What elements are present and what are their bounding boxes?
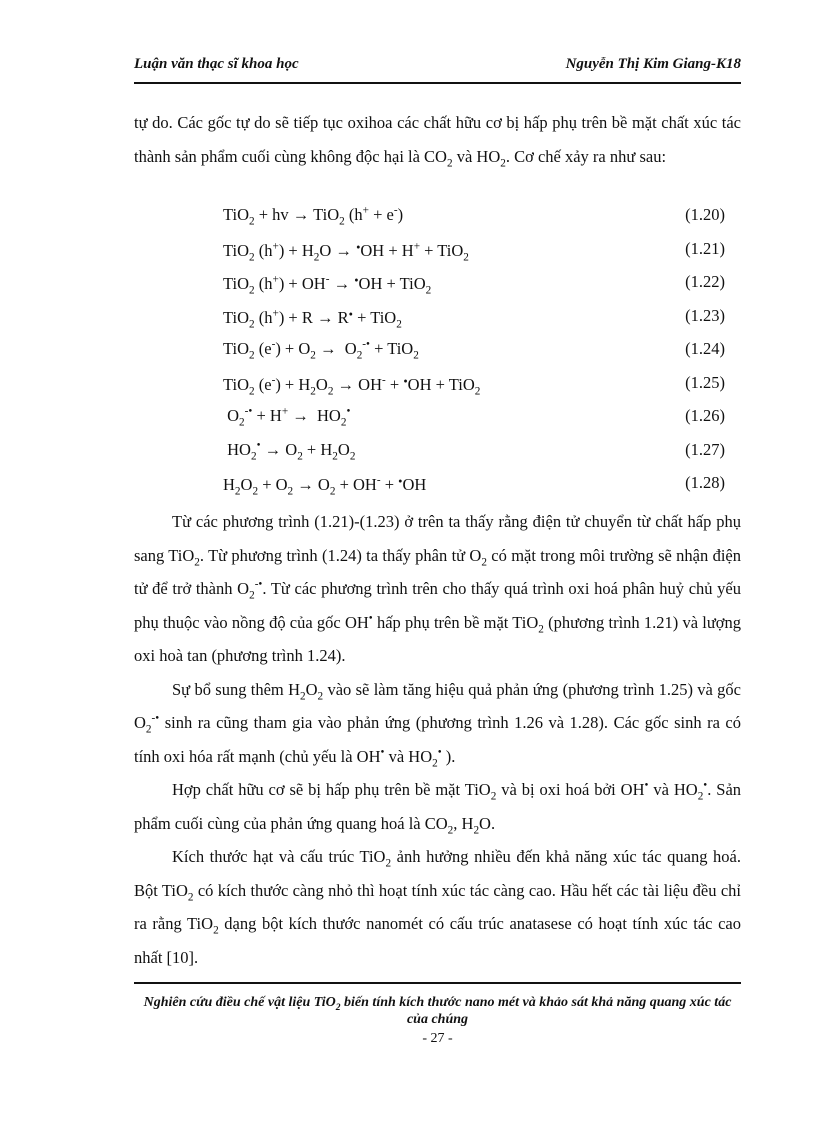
para4-text-2: ảnh hưởng nhiều đến khả năng xúc tác quang hoá. Bột TiO <box>134 847 741 900</box>
header-thesis-type: Luận văn thạc sĩ khoa học <box>134 56 299 72</box>
para3-text-3: và HO <box>648 780 698 799</box>
paragraph: Từ các phương trình (1.21)-(1.23) ở trên ta thấy rằng điện tử chuyển từ chất hấp phụ sang TiO$_2$. Từ phương trình (1.24) ta thấy phân tử $O_2$ có mặt trong môi trường sẽ nhận điện tử để trở thành $O_2^{-•}$. Từ các phương trình trên cho thấy quá trình oxi hoá phân huỷ chủ yếu phụ thuộc vào nồng độ của gốc OH• hấp phụ trên bề mặt TiO$_2$ (phương trình 1.21) và lượng oxi hoà tan (phương trình 1.24). <box>134 512 741 665</box>
intro-text-3: . Cơ chế xảy ra như sau: <box>505 146 667 166</box>
page-header <box>134 56 741 78</box>
para2-text-6: ). <box>441 746 456 766</box>
equation-row <box>223 466 725 500</box>
para3-text-1: Hợp chất hữu cơ sẽ bị hấp phụ trên bề mặt TiO <box>172 780 491 799</box>
footer-subscript: 2 <box>335 1002 341 1013</box>
equation-row <box>223 366 725 400</box>
equation-row <box>223 299 725 333</box>
equation-formula: $H_2O_2 + O_2 \to O_2 + OH^- + ^•OH$ <box>223 474 427 498</box>
para1-text-1: Từ các phương trình (1.21)-(1.23) ở trên ta thấy rằng điện tử chuyển từ chất hấp phụ sang TiO <box>134 512 741 565</box>
intro-text-2: và HO <box>452 146 501 166</box>
para4-text-4: dạng bột kích thước nanomét có cấu trúc anatasese có hoạt tính xúc tác cao nhất [10]. <box>134 914 741 967</box>
equation-formula: TiO$_2$ $(h^+) + H_2O \to ^•OH + H^+ + TiO_2$ <box>223 240 469 264</box>
equation-formula: $HO_2^• \to O_2 + H_2O_2$ <box>223 439 356 462</box>
para1-text-5: hấp phụ trên bề mặt TiO <box>372 612 539 632</box>
header-rule <box>134 82 741 84</box>
equation-row <box>223 265 725 299</box>
para4-text-1: Kích thước hạt và cấu trúc TiO <box>172 847 386 866</box>
intro-text-1: tự do. Các gốc tự do sẽ tiếp tục oxihoa các chất hữu cơ bị hấp phụ trên bề mặt chất xúc tác thành sản phẩm cuối cùng không độc hại là CO <box>134 113 741 166</box>
equation-formula: TiO$_2$ + hv → TiO$_2$ (h+ + e-) <box>223 204 404 228</box>
equation-number: (1.24) <box>685 339 725 358</box>
equation-list <box>223 198 725 500</box>
equation-row <box>223 232 725 266</box>
footer-title-2: biến tính kích thước nano mét và khảo sát khả năng quang xúc tác của chúng <box>340 995 732 1027</box>
header-author: Nguyễn Thị Kim Giang-K18 <box>565 56 741 72</box>
equation-number: (1.20) <box>685 205 725 224</box>
equation-number: (1.21) <box>685 238 725 258</box>
para2-text-5: và HO <box>384 746 433 766</box>
para2-text-2: O <box>305 679 318 699</box>
discussion-paragraphs <box>134 505 741 974</box>
page-number: - 27 - <box>422 1031 453 1046</box>
equation-row <box>223 399 725 433</box>
equation-number: (1.25) <box>685 372 725 392</box>
equation-formula: TiO$_2$ (h+) + R → R• + TiO$_2$ <box>223 307 402 331</box>
equation-number: (1.28) <box>685 473 725 492</box>
equation-number: (1.27) <box>685 439 725 459</box>
para3-text-2: và bị oxi hoá bởi OH <box>496 780 645 799</box>
para2-text-4: sinh ra cũng tham gia vào phản ứng (phương trình 1.26 và 1.28). Các gốc sinh ra có tính oxi hóa rất mạnh (chủ yếu là OH <box>134 713 741 766</box>
para3-text-5: , H <box>453 813 474 833</box>
equation-row <box>223 433 725 467</box>
paragraph: Kích thước hạt và cấu trúc TiO$_2$ ảnh hưởng nhiều đến khả năng xúc tác quang hoá. Bột TiO$_2$ có kích thước càng nhỏ thì hoạt tính xúc tác càng cao. Hầu hết các tài liệu đều chỉ ra rằng TiO$_2$ dạng bột kích thước nanomét có cấu trúc anatasese có hoạt tính xúc tác cao nhất [10]. <box>134 847 741 967</box>
para3-text-6: O. <box>479 813 496 833</box>
equation-formula: TiO$_2$ $(e^-) + O_2 \to O_2^{-•} + TiO_2$ <box>223 338 419 362</box>
equation-number: (1.22) <box>685 272 725 291</box>
para3-text-4: . Sản phẩm cuối cùng của phản ứng quang hoá là CO <box>134 780 742 833</box>
para1-text-4: . Từ các phương trình trên cho thấy quá trình oxi hoá phân huỷ chủ yếu phụ thuộc vào nồng độ của gốc OH <box>134 579 741 632</box>
para2-text-1: Sự bổ sung thêm H <box>172 679 301 699</box>
intro-paragraph: tự do. Các gốc tự do sẽ tiếp tục oxihoa các chất hữu cơ bị hấp phụ trên bề mặt chất xúc tác thành sản phẩm cuối cùng không độc hại là $CO_2$ và $HO_2$. Cơ chế xảy ra như sau: <box>134 113 741 169</box>
para1-text-2: . Từ phương trình (1.24) ta thấy phân tử O <box>199 545 482 565</box>
page-footer <box>134 994 741 1028</box>
paragraph: Sự bổ sung thêm $H_2O_2$ vào sẽ làm tăng hiệu quả phản ứng (phương trình 1.25) và gốc $O_2^{-•}$ sinh ra cũng tham gia vào phản ứng (phương trình 1.26 và 1.28). Các gốc sinh ra có tính oxi hóa rất mạnh (chủ yếu là OH• và $HO_2^•$ ). <box>134 679 741 769</box>
para4-text-3: có kích thước càng nhỏ thì hoạt tính xúc tác càng cao. Hầu hết các tài liệu đều chỉ ra rằng TiO <box>134 880 741 933</box>
para1-text-3: có mặt trong môi trường sẽ nhận điện tử để trở thành O <box>134 545 741 598</box>
equation-row <box>223 198 725 232</box>
paragraph: Hợp chất hữu cơ sẽ bị hấp phụ trên bề mặt TiO$_2$ và bị oxi hoá bởi OH• và $HO_2^•$. Sản phẩm cuối cùng của phản ứng quang hoá là $CO_2$, $H_2O$. <box>134 779 742 836</box>
equation-row <box>223 332 725 366</box>
equation-formula: $O_2^{-•} + H^+ \to HO_2^•$ <box>223 405 351 429</box>
equation-number: (1.23) <box>685 305 725 325</box>
footer-title-1: Nghiên cứu điều chế vật liệu TiO <box>143 995 336 1010</box>
para1-text-6: (phương trình 1.21) và lượng oxi hoà tan (phương trình 1.24). <box>134 612 741 665</box>
para2-text-3: vào sẽ làm tăng hiệu quả phản ứng (phương trình 1.25) và gốc O <box>134 679 741 732</box>
equation-formula: TiO$_2$ $(e^-) + H_2O_2 \to OH^- + ^•OH + TiO_2$ <box>223 374 481 398</box>
equation-number: (1.26) <box>685 406 725 425</box>
footer-rule <box>134 982 741 984</box>
equation-formula: TiO$_2$ (h+) + OH- → •OH + TiO$_2$ <box>223 273 432 297</box>
